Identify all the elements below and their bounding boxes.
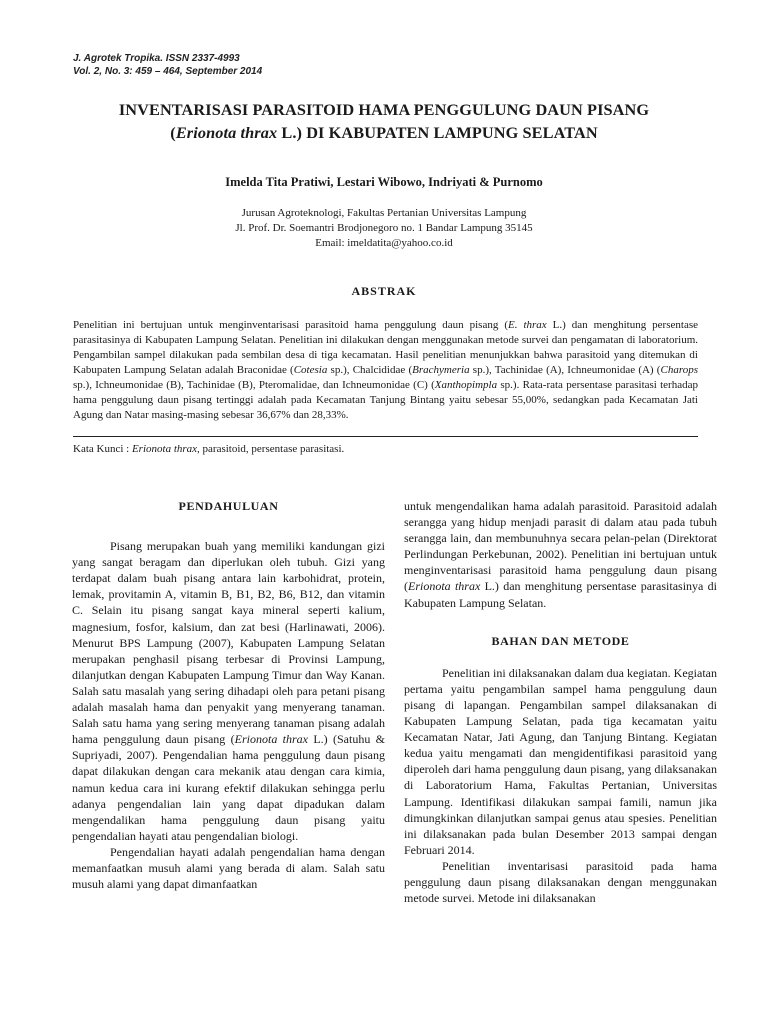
abstract-text bbox=[73, 318, 698, 423]
title-line-1: INVENTARISASI PARASITOID HAMA PENGGULUNG DAUN PISANG bbox=[118, 100, 650, 119]
abstract-run: Penelitian ini bertujuan untuk menginventarisasi parasitoid hama penggulung daun pisang ( bbox=[73, 319, 508, 331]
keywords bbox=[73, 442, 698, 457]
paragraph-run: L.) (Satuhu & Supriyadi, 2007). Pengendalian hama penggulung daun pisang dapat dilakukan dengan cara mekanik atau dengan cara kimia, namun kedua cara ini kurang efektif dilakukan sehingga perlu adanya pengendalian lain yang dapat dipadukan dalam mengendalikan hama penggulung daun pisang yaitu pengendalian hayati atau pengendalian biologi. bbox=[72, 732, 385, 843]
journal-volume: Vol. 2, No. 3: 459 – 464, September 2014 bbox=[73, 66, 263, 77]
title-paren: ( bbox=[170, 123, 176, 142]
abstract-heading: ABSTRAK bbox=[351, 284, 417, 298]
affiliation-email: Email: imeldatita@yahoo.co.id bbox=[315, 237, 453, 249]
paragraph: Penelitian ini dilaksanakan dalam dua kegiatan. Kegiatan pertama yaitu pengambilan sampel hama penggulung daun pisang di lapangan. Pengambilan sampel dilaksanakan di Kabupaten Lampung Selatan, pada tiga kecamatan yaitu Kecamatan Natar, Jati Agung, dan Tanjung Bintang. Kegiatan kedua yaitu mengamati dan mengidentifikasi parasitoid yang diperoleh dari hama penggulung daun pisang, yang dilaksanakan di Laboratorium Hama, Fakultas Pertanian, Universitas Lampung. Identifikasi dilakukan sampai famili, namun jika dimungkinkan dilanjutkan sampai genus atau spesies. Penelitian ini dilaksanakan pada bulan Desember 2013 sampai dengan Februari 2014. bbox=[404, 665, 717, 857]
author-list: Imelda Tita Pratiwi, Lestari Wibowo, Indriyati & Purnomo bbox=[225, 175, 543, 189]
abstract-genus: Cotesia bbox=[293, 364, 328, 376]
section-heading-pendahuluan: PENDAHULUAN bbox=[178, 499, 279, 513]
paper-title bbox=[60, 98, 708, 144]
paragraph: Penelitian inventarisasi parasitoid pada hama penggulung daun pisang dilaksanakan dengan menggunakan metode survei. Metode ini dilaksanakan bbox=[404, 858, 717, 906]
title-species: Erionota thrax bbox=[175, 123, 278, 142]
keywords-label: Kata Kunci : bbox=[73, 443, 132, 455]
paragraph bbox=[72, 538, 385, 844]
paragraph-run: L.) dan menghitung persentase parasitasinya di Kabupaten Lampung Selatan. bbox=[404, 579, 717, 610]
paragraph bbox=[404, 498, 717, 611]
column-left bbox=[72, 498, 385, 892]
title-line-2 bbox=[60, 121, 708, 144]
keywords-rest: , parasitoid, persentase parasitasi. bbox=[197, 443, 345, 455]
journal-citation bbox=[73, 52, 262, 78]
title-location: L.) DI KABUPATEN LAMPUNG SELATAN bbox=[277, 123, 598, 142]
abstract-run: sp.), Ichneumonidae (B), Tachinidae (B), Pteromalidae, dan Ichneumonidae (C) ( bbox=[73, 379, 435, 391]
abstract-run: sp.). Rata-rata persentase parasitasi terhadap hama penggulung daun pisang tertinggi adalah pada Kecamatan Tanjung Bintang yaitu sebesar 55,00%, sedangkan pada Kecamatan Jati Agung dan Natar masing-masing sebesar 36,67% dan 28,33%. bbox=[73, 379, 698, 421]
paragraph-run: untuk mengendalikan hama adalah parasitoid. Parasitoid adalah serangga yang hidup menjadi parasit di dalam atau pada tubuh serangga lain, dan membunuhnya secara pelan-pelan (Direktorat Perlindungan Perkebunan, 2002). Penelitian ini bertujuan untuk menginventarisasi parasitoid hama penggulung daun pisang ( bbox=[404, 499, 717, 594]
keywords-species: Erionota thrax bbox=[131, 443, 198, 455]
section-heading-bahan-dan-metode: BAHAN DAN METODE bbox=[491, 633, 630, 648]
column-right bbox=[404, 498, 717, 906]
abstract-divider bbox=[73, 436, 698, 437]
species-name: Erionota thrax bbox=[408, 579, 481, 594]
affiliation-department: Jurusan Agroteknologi, Fakultas Pertanian Universitas Lampung bbox=[241, 207, 527, 219]
abstract-run: sp.), Chalcididae ( bbox=[327, 364, 413, 376]
abstract-genus: Charops bbox=[660, 364, 698, 376]
affiliation-address: Jl. Prof. Dr. Soemantri Brodjonegoro no. 1 Bandar Lampung 35145 bbox=[235, 222, 533, 234]
abstract-genus: Brachymeria bbox=[412, 364, 470, 376]
abstract-species: E. thrax bbox=[507, 319, 547, 331]
abstract-genus: Xanthopimpla bbox=[434, 379, 498, 391]
paragraph: Pengendalian hayati adalah pengendalian hama dengan memanfaatkan musuh alami yang berada di alam. Salah satu musuh alami yang dapat dimanfaatkan bbox=[72, 844, 385, 892]
abstract-run: L.) dan menghitung persentase parasitasinya di Kabupaten Lampung Selatan. Penelitian ini dilakukan dengan menggunakan metode survei dan pengamatan di laboratorium. Pengambilan sampel dilakukan pada sembilan desa di tiga kecamatan. Hasil penelitian menunjukkan bahwa parasitoid yang ditemukan di Kabupaten Lampung Selatan adalah Braconidae ( bbox=[73, 319, 698, 376]
affiliation bbox=[60, 206, 708, 251]
species-name: Erionota thrax bbox=[234, 732, 308, 747]
abstract-run: sp.), Tachinidae (A), Ichneumonidae (A) ( bbox=[469, 364, 661, 376]
paragraph-run: Pisang merupakan buah yang memiliki kandungan gizi yang sangat beragam dan diperlukan oleh tubuh. Gizi yang terdapat dalam buah pisang antara lain karbohidrat, protein, lemak, provitamin A, vitamin B, B1, B2, B6, B12, dan vitamin C. Selain itu pisang sangat kaya mineral seperti kalium, magnesium, fosfor, kalsium, dan zat besi (Harlinawati, 2006). Menurut BPS Lampung (2007), Kabupaten Lampung Selatan merupakan penghasil pisang terbesar di Provinsi Lampung, dilanjutkan dengan Kabupaten Lampung Timur dan Way Kanan. Salah satu masalah yang sering dihadapi oleh para petani pisang adalah masalah hama dan penyakit yang menyerang tanaman. Salah satu hama yang sering menyerang tanaman pisang adalah hama penggulung daun pisang ( bbox=[72, 539, 385, 747]
journal-issn: J. Agrotek Tropika. ISSN 2337-4993 bbox=[73, 53, 240, 64]
